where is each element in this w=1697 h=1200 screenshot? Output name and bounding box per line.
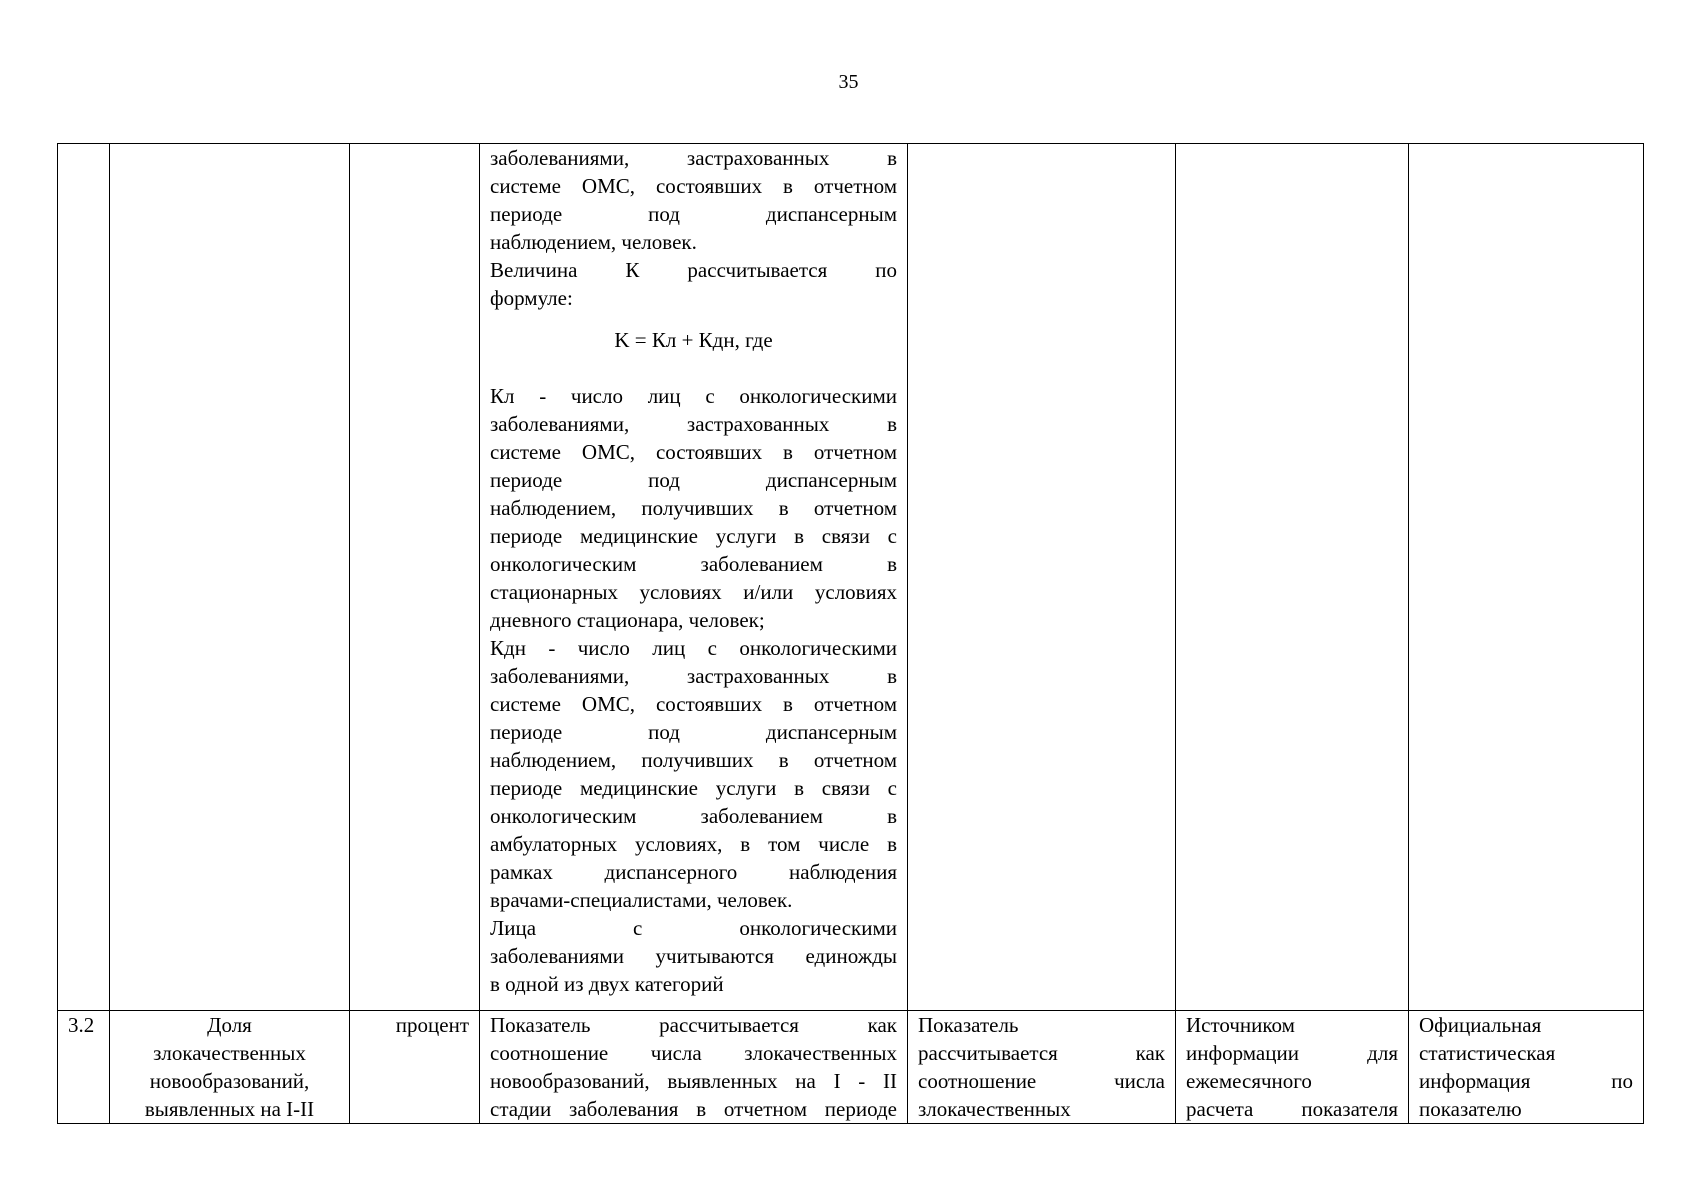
indicator-table bbox=[57, 143, 1644, 1124]
text-line: системе ОМС, состоявших в отчетном bbox=[490, 692, 897, 716]
formula: K = Кл + Кдн, где bbox=[614, 328, 773, 352]
text-line: соотношение числа злокачественных bbox=[490, 1041, 897, 1065]
text-line: заболеваниями учитываются единожды bbox=[490, 944, 897, 968]
text-line: наблюдением, получивших в отчетном bbox=[490, 496, 897, 520]
text-line: Доля bbox=[207, 1013, 252, 1037]
page-number: 35 bbox=[838, 71, 859, 93]
text-line: выявленных на I-II bbox=[144, 1097, 315, 1121]
text-line: заболеваниями, застрахованных в bbox=[490, 664, 897, 688]
method-text bbox=[490, 1011, 897, 1123]
cell-method-continuation bbox=[480, 144, 908, 1011]
cell-indicator-name bbox=[110, 1011, 350, 1124]
cell-number: 3.2 bbox=[58, 1011, 110, 1124]
text-line: заболеваниями, застрахованных в bbox=[490, 412, 897, 436]
cell-method bbox=[480, 1011, 908, 1124]
text-line: Кл - число лиц с онкологическими bbox=[490, 384, 897, 408]
official-info-text bbox=[1419, 1011, 1633, 1123]
text-line: системе ОМС, состоявших в отчетном bbox=[490, 174, 897, 198]
text-line: в одной из двух категорий bbox=[490, 972, 724, 996]
text-line: онкологическим заболеванием в bbox=[490, 552, 897, 576]
text-line: Лица с онкологическими bbox=[490, 916, 897, 940]
text-line: дневного стационара, человек; bbox=[490, 608, 765, 632]
method-text-part-b bbox=[490, 382, 897, 998]
text-line: периоде медицинские услуги в связи с bbox=[490, 776, 897, 800]
table-row-continuation bbox=[58, 144, 1644, 1011]
cell-name-empty bbox=[110, 144, 350, 1011]
source-text bbox=[1186, 1011, 1398, 1123]
text-line: новообразований, выявленных на I - II bbox=[490, 1069, 897, 1093]
table-row-3-2 bbox=[58, 1011, 1644, 1124]
cell-col5 bbox=[908, 1011, 1176, 1124]
text-line: системе ОМС, состоявших в отчетном bbox=[490, 440, 897, 464]
text-line: рамках диспансерного наблюдения bbox=[490, 860, 897, 884]
text-line: стационарных условиях и/или условиях bbox=[490, 580, 897, 604]
text-line: Показатель bbox=[918, 1013, 1019, 1037]
text-line: рассчитывается как bbox=[918, 1041, 1165, 1065]
text-line: амбулаторных условиях, в том числе в bbox=[490, 832, 897, 856]
text-line: ежемесячного bbox=[1186, 1069, 1312, 1093]
text-line: заболеваниями, застрахованных в bbox=[490, 146, 897, 170]
text-line: периоде медицинские услуги в связи с bbox=[490, 524, 897, 548]
text-line: статистическая bbox=[1419, 1041, 1556, 1065]
text-line: показателю bbox=[1419, 1097, 1522, 1121]
cell-col5-empty bbox=[908, 144, 1176, 1011]
text-line: онкологическим заболеванием в bbox=[490, 804, 897, 828]
text-line: Величина К рассчитывается по bbox=[490, 258, 897, 282]
text-line: злокачественных bbox=[153, 1041, 306, 1065]
text-line: злокачественных bbox=[918, 1097, 1071, 1121]
cell-col6 bbox=[1176, 1011, 1409, 1124]
text-line: соотношение числа bbox=[918, 1069, 1165, 1093]
text-line: информация по bbox=[1419, 1069, 1633, 1093]
text-line: информации для bbox=[1186, 1041, 1398, 1065]
text-line: наблюдением, получивших в отчетном bbox=[490, 748, 897, 772]
cell-unit-empty bbox=[350, 144, 480, 1011]
text-line: расчета показателя bbox=[1186, 1097, 1398, 1121]
cell-col7-empty bbox=[1409, 144, 1644, 1011]
col5-text bbox=[918, 1011, 1165, 1123]
cell-number-empty bbox=[58, 144, 110, 1011]
cell-unit: процент bbox=[350, 1011, 480, 1124]
text-line: Источником bbox=[1186, 1013, 1295, 1037]
text-line: формуле: bbox=[490, 286, 573, 310]
text-line: новообразований, bbox=[149, 1069, 310, 1093]
text-line: наблюдением, человек. bbox=[490, 230, 697, 254]
text-line: периоде под диспансерным bbox=[490, 468, 897, 492]
method-text-part-a bbox=[490, 144, 897, 312]
text-line: стадии заболевания в отчетном периоде bbox=[490, 1097, 897, 1121]
cell-col6-empty bbox=[1176, 144, 1409, 1011]
indicator-name-text bbox=[120, 1011, 339, 1123]
text-line: врачами-специалистами, человек. bbox=[490, 888, 793, 912]
text-line: периоде под диспансерным bbox=[490, 720, 897, 744]
text-line: Показатель рассчитывается как bbox=[490, 1013, 897, 1037]
text-line: Официальная bbox=[1419, 1013, 1542, 1037]
text-line: Кдн - число лиц с онкологическими bbox=[490, 636, 897, 660]
text-line: периоде под диспансерным bbox=[490, 202, 897, 226]
cell-col7 bbox=[1409, 1011, 1644, 1124]
